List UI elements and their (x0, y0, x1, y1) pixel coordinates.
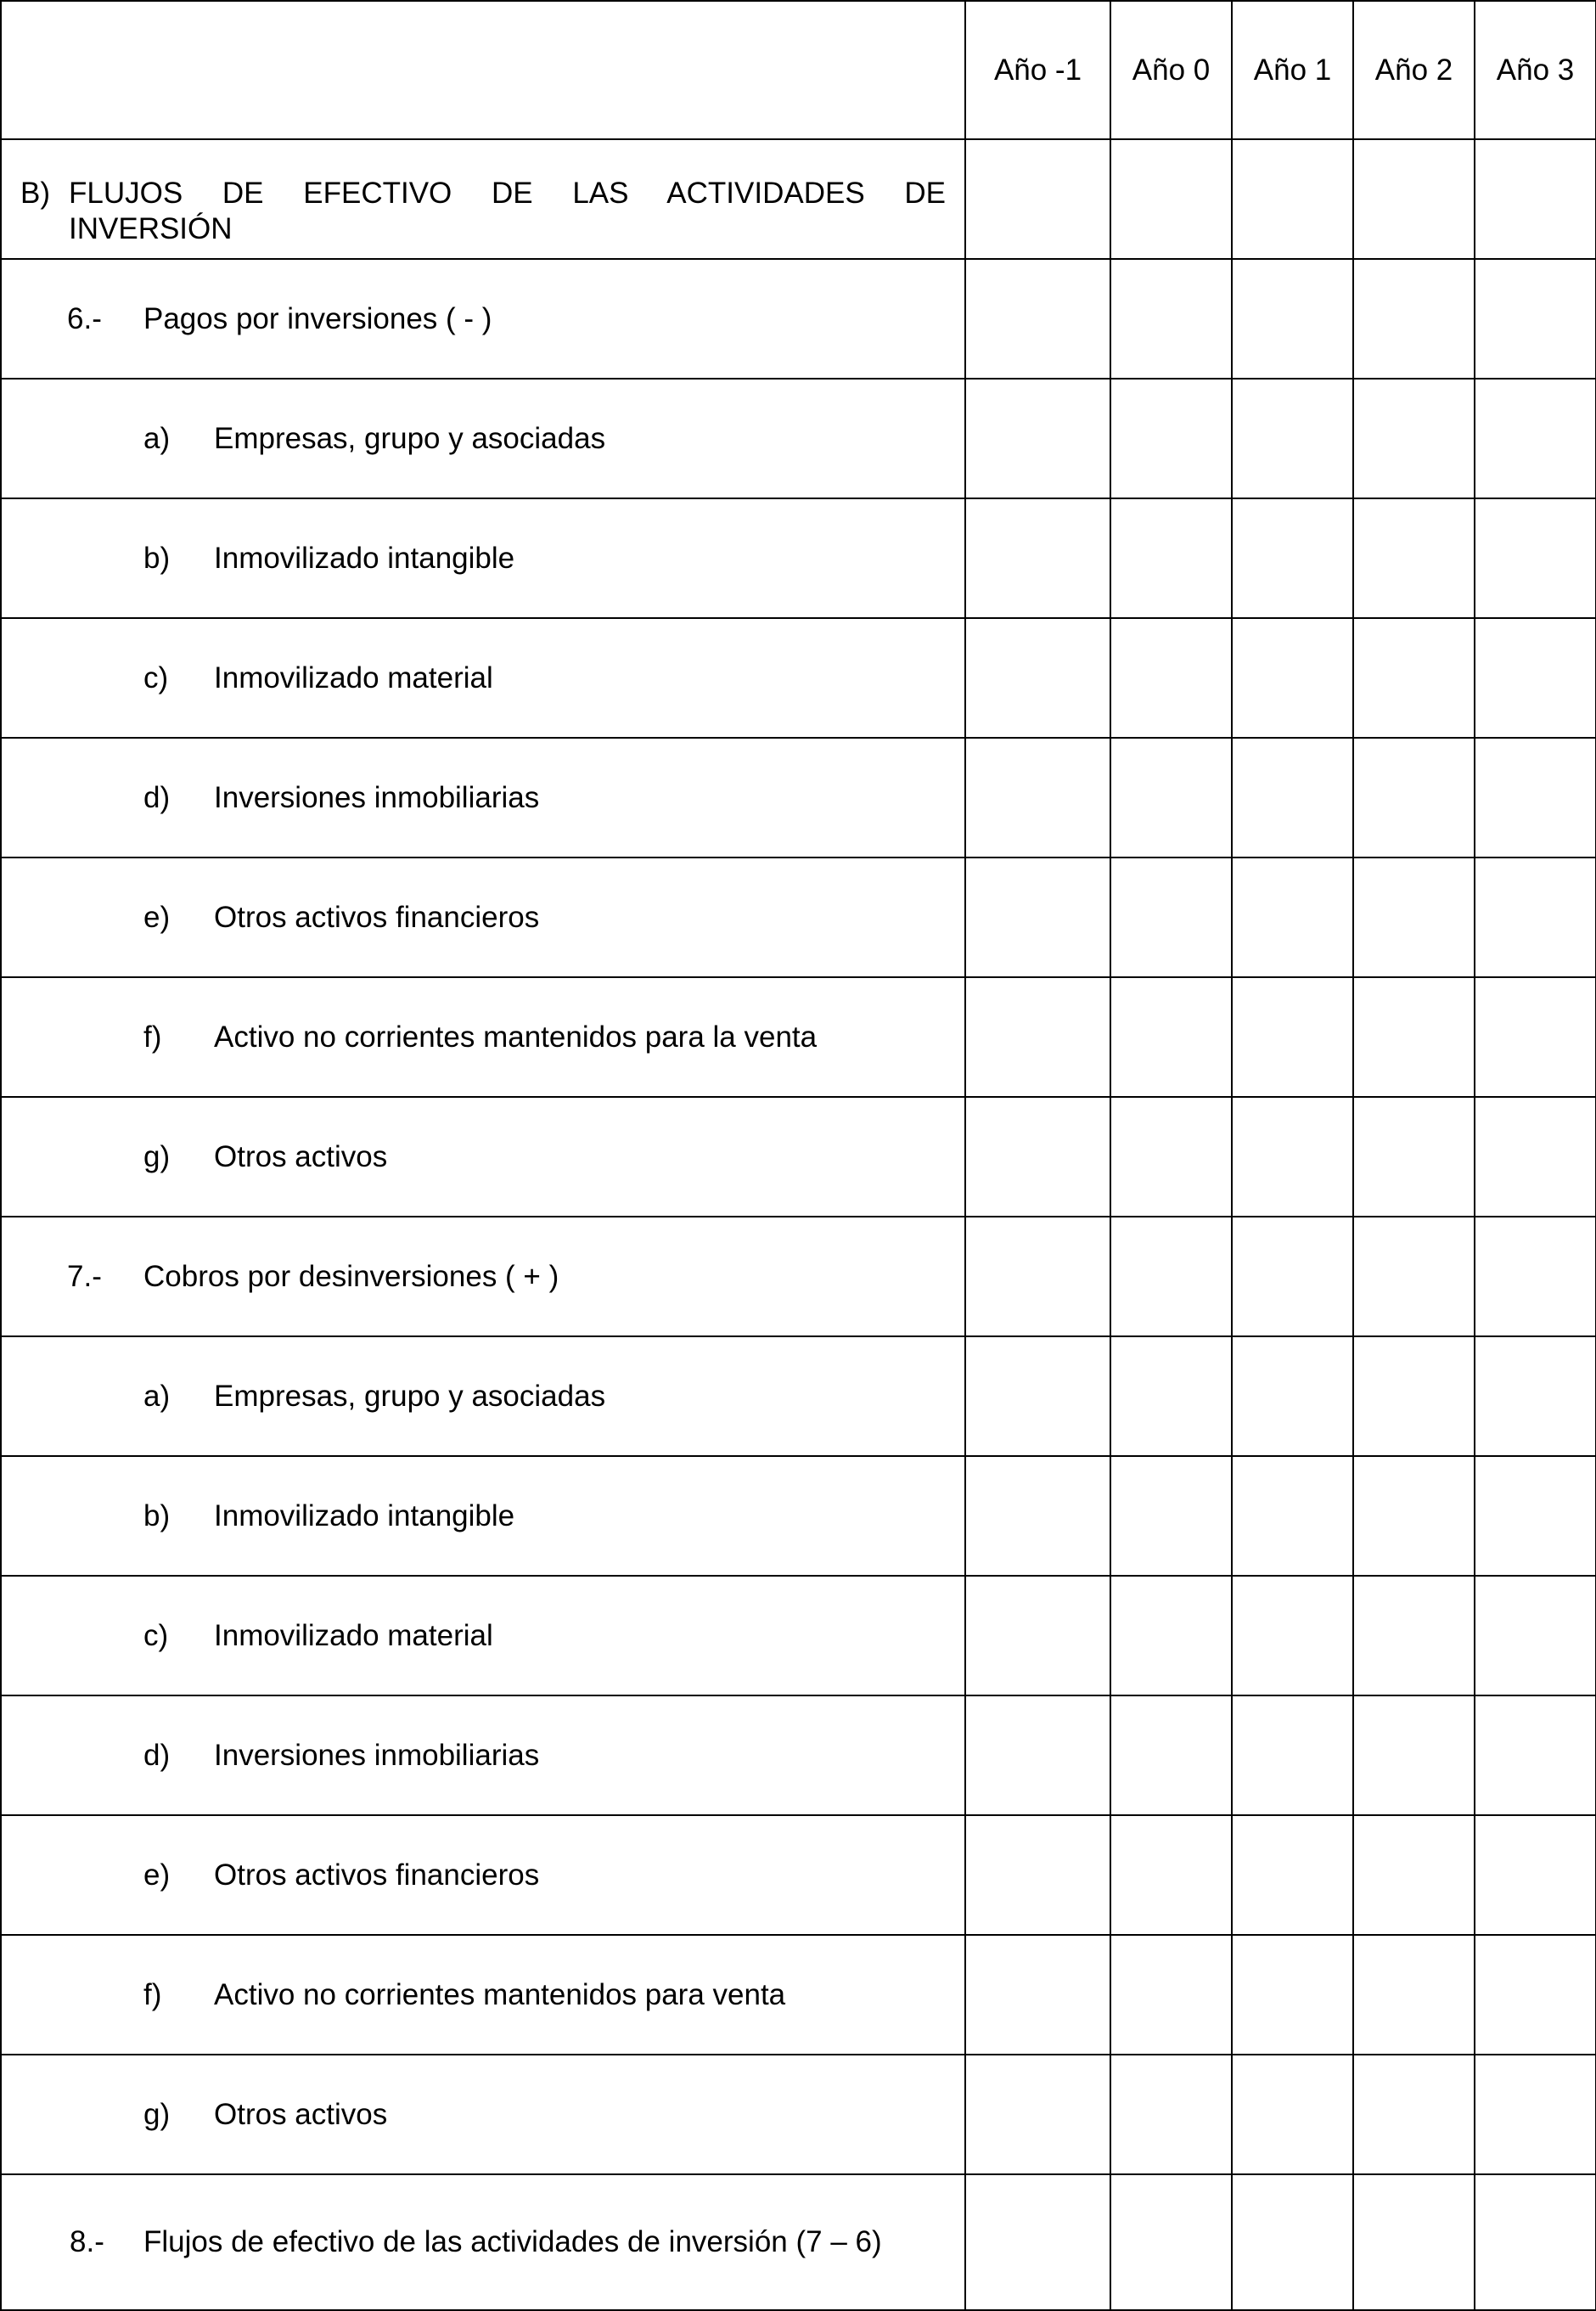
concept-label (2, 1498, 964, 1534)
concept-text: Pagos por inversiones ( - ) (143, 301, 492, 335)
table-row (1, 1576, 1596, 1695)
section-row (1, 139, 1596, 259)
concept-text: Empresas, grupo y asociadas (214, 421, 606, 455)
value-cell[interactable] (965, 2055, 1110, 2174)
value-cell[interactable] (1353, 977, 1475, 1097)
concept-cell (1, 1695, 965, 1815)
value-cell[interactable] (965, 259, 1110, 379)
concept-text: Otros activos (214, 1139, 388, 1173)
concept-cell (1, 2055, 965, 2174)
concept-cell (1, 379, 965, 498)
concept-cell (1, 498, 965, 618)
value-cell[interactable] (965, 498, 1110, 618)
concept-number: c) (143, 661, 169, 694)
value-cell[interactable] (1110, 1336, 1232, 1456)
value-cell[interactable] (1232, 857, 1353, 977)
concept-label (2, 1618, 964, 1654)
table-row (1, 1695, 1596, 1815)
year-header-cell: Año -1 (965, 1, 1110, 139)
value-cell[interactable] (1232, 2174, 1353, 2310)
concept-label (2, 1738, 964, 1774)
value-cell[interactable] (1110, 1217, 1232, 1336)
concept-number: f) (143, 1977, 162, 2011)
concept-header-cell (1, 1, 965, 139)
section-title-cell (1, 139, 965, 259)
value-cell[interactable] (965, 1097, 1110, 1217)
concept-label (2, 661, 964, 696)
concept-cell (1, 738, 965, 857)
table-row (1, 1456, 1596, 1576)
value-cell[interactable] (1353, 1336, 1475, 1456)
value-cell[interactable] (1110, 1097, 1232, 1217)
value-cell[interactable] (1232, 1695, 1353, 1815)
concept-number: b) (143, 541, 171, 575)
concept-cell (1, 259, 965, 379)
concept-text: Activo no corrientes mantenidos para la venta (214, 1020, 818, 1054)
year-header-cell: Año 2 (1353, 1, 1475, 139)
concept-text: Inversiones inmobiliarias (214, 780, 540, 814)
value-cell[interactable] (965, 1217, 1110, 1336)
concept-cell (1, 1576, 965, 1695)
value-cell[interactable] (1232, 1336, 1353, 1456)
value-cell[interactable] (1232, 1935, 1353, 2055)
value-cell[interactable] (1110, 1935, 1232, 2055)
value-cell[interactable] (1475, 618, 1596, 738)
value-cell[interactable] (1232, 2055, 1353, 2174)
concept-text: Cobros por desinversiones ( + ) (143, 1259, 559, 1293)
value-cell[interactable] (1475, 1456, 1596, 1576)
table-row (1, 379, 1596, 498)
value-cell[interactable] (1353, 498, 1475, 618)
section-title-line1: FLUJOS DE EFECTIVO DE LAS ACTIVIDADES DE (69, 176, 946, 210)
concept-label (2, 2224, 964, 2260)
value-cell[interactable] (1110, 2174, 1232, 2310)
concept-cell (1, 1336, 965, 1456)
value-cell[interactable] (1353, 379, 1475, 498)
table-row (1, 618, 1596, 738)
value-cell[interactable] (1353, 1456, 1475, 1576)
concept-number: 8.- (70, 2225, 104, 2258)
value-cell[interactable] (1232, 1217, 1353, 1336)
concept-number: b) (143, 1498, 171, 1532)
value-cell[interactable] (965, 618, 1110, 738)
value-cell[interactable] (1232, 738, 1353, 857)
table-row (1, 1935, 1596, 2055)
concept-text: Empresas, grupo y asociadas (214, 1379, 606, 1413)
table-row (1, 1217, 1596, 1336)
concept-cell (1, 618, 965, 738)
concept-label (2, 780, 964, 816)
value-cell[interactable] (1110, 857, 1232, 977)
value-cell[interactable] (1353, 618, 1475, 738)
year-header-cell: Año 1 (1232, 1, 1353, 139)
value-cell[interactable] (1475, 738, 1596, 857)
value-cell[interactable] (1353, 2174, 1475, 2310)
year-header-cell: Año 3 (1475, 1, 1596, 139)
concept-label (2, 1379, 964, 1414)
table-row (1, 1097, 1596, 1217)
value-cell[interactable] (1110, 259, 1232, 379)
concept-label (2, 421, 964, 457)
concept-number: e) (143, 900, 171, 934)
value-cell[interactable] (965, 1336, 1110, 1456)
concept-label (2, 1259, 964, 1295)
concept-text: Inmovilizado intangible (214, 541, 515, 575)
value-cell[interactable] (965, 1695, 1110, 1815)
concept-number: d) (143, 780, 171, 814)
concept-text: Inmovilizado material (214, 661, 493, 694)
value-cell[interactable] (1475, 1815, 1596, 1935)
value-cell[interactable] (1475, 1935, 1596, 2055)
concept-number: g) (143, 1139, 171, 1173)
value-cell[interactable] (1232, 1576, 1353, 1695)
concept-text: Inmovilizado intangible (214, 1498, 515, 1532)
value-cell[interactable] (1475, 1576, 1596, 1695)
concept-number: d) (143, 1738, 171, 1772)
value-cell[interactable] (965, 1815, 1110, 1935)
table-row (1, 2055, 1596, 2174)
value-cell[interactable] (1110, 1695, 1232, 1815)
concept-label (2, 541, 964, 576)
value-cell[interactable] (1232, 498, 1353, 618)
value-cell[interactable] (1110, 139, 1232, 259)
value-cell[interactable] (1475, 977, 1596, 1097)
concept-text: Inversiones inmobiliarias (214, 1738, 540, 1772)
table-row (1, 259, 1596, 379)
concept-cell (1, 1217, 965, 1336)
value-cell[interactable] (1232, 139, 1353, 259)
concept-number: c) (143, 1618, 169, 1652)
concept-text: Activo no corrientes mantenidos para venta (214, 1977, 786, 2011)
concept-label (2, 1020, 964, 1055)
value-cell[interactable] (1110, 1815, 1232, 1935)
value-cell[interactable] (965, 857, 1110, 977)
value-cell[interactable] (1232, 1097, 1353, 1217)
value-cell[interactable] (1475, 1097, 1596, 1217)
concept-number: a) (143, 421, 171, 455)
value-cell[interactable] (965, 139, 1110, 259)
concept-cell (1, 1815, 965, 1935)
concept-cell (1, 857, 965, 977)
value-cell[interactable] (1110, 498, 1232, 618)
value-cell[interactable] (1232, 1815, 1353, 1935)
value-cell[interactable] (1353, 857, 1475, 977)
section-letter: B) (20, 176, 50, 210)
value-cell[interactable] (1110, 618, 1232, 738)
table-header-row (1, 1, 1596, 139)
value-cell[interactable] (1110, 1576, 1232, 1695)
concept-number: 6.- (67, 301, 102, 335)
value-cell[interactable] (1475, 2055, 1596, 2174)
value-cell[interactable] (1353, 1576, 1475, 1695)
concept-cell (1, 1097, 965, 1217)
value-cell[interactable] (1475, 1336, 1596, 1456)
value-cell[interactable] (1475, 857, 1596, 977)
concept-label (2, 1858, 964, 1893)
concept-text: Flujos de efectivo de las actividades de inversión (7 – 6) (143, 2225, 882, 2258)
value-cell[interactable] (1110, 379, 1232, 498)
value-cell[interactable] (1232, 618, 1353, 738)
concept-number: e) (143, 1858, 171, 1892)
value-cell[interactable] (1475, 1695, 1596, 1815)
value-cell[interactable] (965, 1576, 1110, 1695)
concept-number: 7.- (67, 1259, 102, 1293)
concept-text: Otros activos financieros (214, 1858, 540, 1892)
section-title (2, 176, 964, 247)
concept-label (2, 1139, 964, 1175)
value-cell[interactable] (1475, 259, 1596, 379)
concept-number: a) (143, 1379, 171, 1413)
table-row (1, 498, 1596, 618)
value-cell[interactable] (1475, 1217, 1596, 1336)
table-row (1, 2174, 1596, 2310)
value-cell[interactable] (965, 1935, 1110, 2055)
concept-cell (1, 1935, 965, 2055)
value-cell[interactable] (1353, 1815, 1475, 1935)
value-cell[interactable] (1110, 738, 1232, 857)
concept-label (2, 2097, 964, 2133)
concept-text: Otros activos financieros (214, 900, 540, 934)
value-cell[interactable] (1475, 2174, 1596, 2310)
year-header-cell: Año 0 (1110, 1, 1232, 139)
concept-cell (1, 977, 965, 1097)
value-cell[interactable] (1475, 498, 1596, 618)
table-row (1, 977, 1596, 1097)
value-cell[interactable] (1475, 139, 1596, 259)
concept-cell (1, 1456, 965, 1576)
value-cell[interactable] (1353, 1217, 1475, 1336)
value-cell[interactable] (1232, 977, 1353, 1097)
value-cell[interactable] (1110, 977, 1232, 1097)
value-cell[interactable] (1353, 1097, 1475, 1217)
concept-label (2, 1977, 964, 2013)
value-cell[interactable] (1232, 379, 1353, 498)
value-cell[interactable] (1353, 1935, 1475, 2055)
concept-text: Otros activos (214, 2097, 388, 2131)
value-cell[interactable] (1353, 2055, 1475, 2174)
table-row (1, 1815, 1596, 1935)
value-cell[interactable] (965, 738, 1110, 857)
table-row (1, 857, 1596, 977)
section-title-line2: INVERSIÓN (69, 211, 233, 245)
concept-cell (1, 2174, 965, 2310)
value-cell[interactable] (1110, 1456, 1232, 1576)
value-cell[interactable] (1232, 259, 1353, 379)
value-cell[interactable] (965, 2174, 1110, 2310)
value-cell[interactable] (1353, 1695, 1475, 1815)
concept-number: f) (143, 1020, 162, 1054)
value-cell[interactable] (1110, 2055, 1232, 2174)
concept-text: Inmovilizado material (214, 1618, 493, 1652)
value-cell[interactable] (965, 1456, 1110, 1576)
value-cell[interactable] (1353, 738, 1475, 857)
value-cell[interactable] (1475, 379, 1596, 498)
value-cell[interactable] (965, 977, 1110, 1097)
value-cell[interactable] (965, 379, 1110, 498)
value-cell[interactable] (1353, 259, 1475, 379)
table-row (1, 1336, 1596, 1456)
concept-label (2, 301, 964, 337)
value-cell[interactable] (1353, 139, 1475, 259)
concept-label (2, 900, 964, 936)
concept-number: g) (143, 2097, 171, 2131)
value-cell[interactable] (1232, 1456, 1353, 1576)
table-row (1, 738, 1596, 857)
